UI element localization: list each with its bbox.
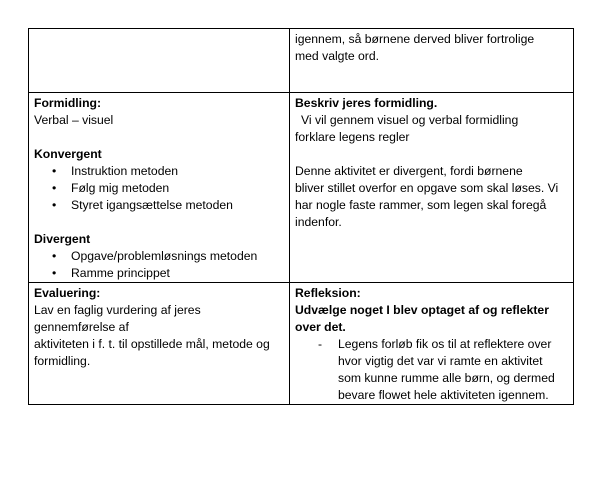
text-line: Legens forløb fik os til at reflektere over xyxy=(338,337,552,351)
evaluering-heading: Evaluering: xyxy=(34,286,101,300)
text-line: Denne aktivitet er divergent, fordi børnene xyxy=(295,164,523,178)
konvergent-heading: Konvergent xyxy=(34,147,102,161)
text-line: indenfor. xyxy=(295,215,342,229)
list-item: • Opgave/problemløsnings metoden xyxy=(34,248,285,265)
text-line: igennem, så børnene derved bliver fortrolige xyxy=(295,32,535,46)
text-line: forklare legens regler xyxy=(295,130,410,144)
beskriv-cell xyxy=(290,93,574,283)
text-line: har nogle faste rammer, som legen skal foregå xyxy=(295,198,547,212)
formidling-cell xyxy=(29,93,290,283)
document-table xyxy=(28,28,574,405)
text-line: formidling. xyxy=(34,354,91,368)
text-line: Udvælge noget I blev optaget af og reflekter xyxy=(295,303,549,317)
row1-right-cell xyxy=(290,29,574,93)
evaluering-cell xyxy=(29,283,290,405)
text-line: bliver stillet overfor en opgave som skal løses. Vi xyxy=(295,181,559,195)
konvergent-list xyxy=(34,163,285,214)
text-line: bevare flowet hele aktiviteten igennem. xyxy=(338,388,549,402)
table-row xyxy=(29,29,574,93)
table-row xyxy=(29,283,574,405)
text-line: over det. xyxy=(295,320,346,334)
dash-list-item xyxy=(295,336,569,404)
divergent-list xyxy=(34,248,285,282)
divergent-heading: Divergent xyxy=(34,232,91,246)
list-item: • Styret igangsættelse metoden xyxy=(34,197,285,214)
dash-marker: - xyxy=(318,337,323,351)
text-line: Lav en faglig vurdering af jeres gennemførelse af xyxy=(34,303,201,334)
formidling-heading: Formidling: xyxy=(34,96,102,110)
formidling-subtitle: Verbal – visuel xyxy=(34,113,114,127)
refleksion-heading: Refleksion: xyxy=(295,286,361,300)
text-line: Vi vil gennem visuel og verbal formidling xyxy=(301,113,519,127)
row1-left-cell xyxy=(29,29,290,93)
beskriv-heading: Beskriv jeres formidling. xyxy=(295,96,438,110)
text-line: som kunne rumme alle børn, og dermed xyxy=(338,371,555,385)
text-line: hvor vigtig det var vi ramte en aktivitet xyxy=(338,354,543,368)
text-line: aktiviteten i f. t. til opstillede mål, metode og xyxy=(34,337,270,351)
refleksion-cell xyxy=(290,283,574,405)
list-item: • Ramme princippet xyxy=(34,265,285,282)
list-item: • Følg mig metoden xyxy=(34,180,285,197)
text-line: med valgte ord. xyxy=(295,49,380,63)
list-item: • Instruktion metoden xyxy=(34,163,285,180)
table-row xyxy=(29,93,574,283)
